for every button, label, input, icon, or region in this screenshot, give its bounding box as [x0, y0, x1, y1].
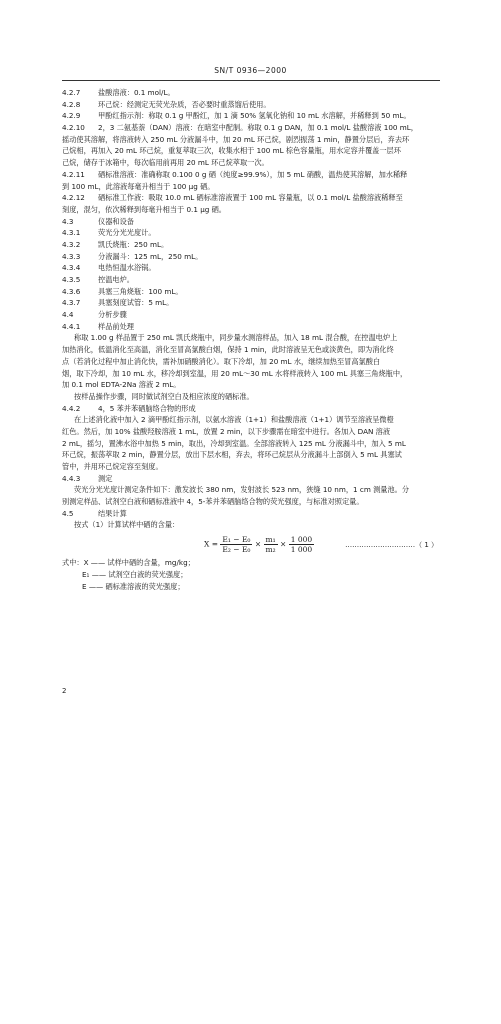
clause-text: 环己烷：经测定无荧光杂质，否必要时重蒸馏后使用。 [98, 99, 271, 109]
fraction-numerator: m₁ [265, 535, 276, 545]
clause-text: 2，3 二氨基萘（DAN）溶液：在暗室中配制。称取 0.1 g DAN，加 0.1 mol/L 盐酸溶液 100 mL， [98, 123, 418, 133]
clause-number: 4.3.5 [62, 275, 81, 284]
clause-number: 4.3 [62, 216, 74, 226]
text-line [62, 379, 440, 391]
clause-line [62, 508, 440, 520]
clause-line [62, 321, 440, 333]
clause-text: 分液漏斗：125 mL，250 mL。 [98, 251, 203, 261]
clause-line [62, 169, 440, 181]
clause-text: 管中，并用环己烷定容至刻度。 [62, 462, 163, 471]
clause-text: 盐酸溶液：0.1 mol/L。 [98, 88, 175, 97]
clause-number: 4.3.7 [62, 298, 81, 308]
clause-number: 4.4 [62, 310, 74, 320]
clause-number: 4.5 [62, 508, 74, 518]
clause-number: 4.4.3 [62, 473, 81, 483]
clause-text: 电热恒温水浴锅。 [98, 263, 156, 273]
clause-text: 摇动使其溶解，将溶液转入 250 mL 分液漏斗中，加 20 mL 环己烷，剧烈振荡 1 min，静置分层后，弃去环 [62, 134, 410, 144]
text-line [62, 368, 440, 380]
fraction-denominator: m₂ [265, 545, 276, 555]
clause-text: 式中：X —— 试样中硒的含量，mg/kg； [62, 558, 195, 568]
text-line [62, 519, 440, 531]
clause-number: 4.3.6 [62, 286, 81, 296]
clause-text: 硒标准溶液：准确称取 0.100 0 g 硒（纯度≥99.9%），加 5 mL 硝酸，温热使其溶解，加水稀释 [98, 169, 408, 179]
fraction-denominator: 1 000 [290, 545, 313, 555]
clause-text: 加热消化，低温消化至高温，消化至冒高氯酸白烟，保持 1 min，此时溶液呈无色或淡黄色，即为消化终 [62, 345, 394, 355]
text-line [62, 496, 440, 508]
clause-line [62, 274, 440, 286]
clause-text: 测定 [98, 473, 113, 483]
formula-lhs: X = [204, 539, 219, 549]
clause-line [62, 216, 440, 228]
clause-text: 到 100 mL，此溶液每毫升相当于 100 μg 硒。 [62, 181, 215, 191]
clause-text: 甲酚红指示剂：称取 0.1 g 甲酚红，加 1 滴 50% 氢氧化钠和 10 mL 水溶解，并稀释到 50 mL。 [98, 111, 411, 121]
clause-number: 4.2.8 [62, 99, 81, 109]
clause-text: 环己烷，振荡萃取 2 min，静置分层，放出下层水相，弃去，将环己烷层从分液漏斗上部倒入 5 mL 具塞试 [62, 450, 402, 460]
clause-number: 4.3.4 [62, 263, 81, 273]
text-line [62, 344, 440, 356]
clause-text: E₁ —— 试剂空白液的荧光强度； [82, 569, 188, 579]
standard-number: SN/T 0936—2000 [214, 66, 287, 75]
clause-text: 按样品操作步骤，同时做试剂空白及相应浓度的硒标准。 [74, 391, 254, 401]
clause-text: E —— 硒标准溶液的荧光强度； [82, 581, 185, 591]
clause-number: 4.3.2 [62, 239, 81, 249]
text-line [62, 414, 440, 426]
clause-text: 凯氏烧瓶：250 mL。 [98, 239, 169, 249]
clause-line [62, 192, 440, 204]
clause-text: 刻度，混匀，依次稀释到每毫升相当于 0.1 μg 硒。 [62, 204, 226, 214]
page-number: 2 [62, 687, 67, 695]
clause-text: 按式（1）计算试样中硒的含量： [74, 520, 180, 530]
clause-text: 控温电炉。 [98, 275, 134, 284]
clause-text: 在上述消化液中加入 2 滴甲酚红指示剂，以氨水溶液（1+1）和盐酸溶液（1+1）调节至溶液呈微橙 [74, 415, 394, 425]
clause-text: 称取 1.00 g 样品置于 250 mL 凯氏烧瓶中，同步量水测溶样品，加入 18 mL 混合酸，在控温电炉上 [74, 333, 398, 343]
clause-line [62, 122, 440, 134]
times-sign: × [280, 539, 287, 549]
clause-text: 结果计算 [98, 508, 127, 518]
clause-text: 具塞刻度试管：5 mL。 [98, 298, 174, 308]
clause-text: 己烷，储存于冰箱中，每次临用前再用 20 mL 环己烷萃取一次。 [62, 158, 269, 168]
clause-text: 仪器和设备 [98, 216, 134, 226]
clause-text: 别测定样品、试剂空白液和硒标准液中 4，5-苯并苯硒脑络合物的荧光强度，与标准对照定量。 [62, 497, 364, 507]
clause-number: 4.2.9 [62, 111, 81, 121]
text-line [62, 332, 440, 344]
clause-text: 样品前处理 [98, 321, 134, 331]
text-line [62, 145, 440, 157]
text-line [62, 461, 440, 473]
clause-line [62, 473, 440, 485]
times-sign: × [254, 539, 262, 549]
text-line [62, 157, 440, 169]
clause-number: 4.2.12 [62, 193, 85, 203]
clause-number: 4.3.3 [62, 251, 81, 261]
fraction-numerator: E₁ − E₀ [222, 535, 251, 545]
clause-line [62, 403, 440, 415]
formula-expression [204, 535, 314, 554]
clause-line [62, 262, 440, 274]
clause-text: 4，5 苯并苯硒脑络合物的形成 [98, 403, 196, 413]
clause-text: 烟，取下冷却，加 10 mL 水，移冷却到室温，用 20 mL～30 mL 水将样液转入 100 mL 具塞三角烧瓶中， [62, 368, 408, 378]
clause-text: 己烷相，再加入 20 mL 环己烷，重复萃取三次，收集水相于 100 mL 棕色容量瓶，用水定容并覆盖一层环 [62, 146, 401, 156]
text-line [62, 426, 440, 438]
clause-line [62, 286, 440, 298]
clause-text: 点（若消化过程中加止消化快，需补加硝酸消化）。取下冷却，加 20 mL 水，继续加热至冒高氯酸白 [62, 356, 381, 366]
clause-number: 4.4.1 [62, 321, 81, 331]
clause-number: 4.2.11 [62, 169, 85, 179]
clause-text: 2 mL，摇匀，置沸水浴中加热 5 min，取出，冷却到室温。全部溶液转入 125 mL 分液漏斗中，加入 5 mL [62, 438, 406, 448]
clause-text: 具塞三角烧瓶：100 mL。 [98, 286, 183, 296]
equation-number: …………………………（ 1 ） [345, 541, 438, 550]
clause-text: 分析步骤 [98, 310, 127, 320]
clause-line [62, 99, 440, 111]
text-line [62, 569, 440, 581]
fraction-denominator: E₂ − E₀ [222, 545, 251, 555]
clause-number: 4.2.7 [62, 88, 81, 97]
clause-line [62, 251, 440, 263]
text-line [62, 449, 440, 461]
clause-line [62, 227, 440, 239]
text-line [62, 391, 440, 403]
fraction-numerator: 1 000 [290, 535, 313, 545]
clause-text: 荧光分光光度计测定条件如下：激发波长 380 nm，发射波长 523 nm，狭缝 10 nm，1 cm 测量池。分 [74, 485, 410, 495]
text-line [62, 356, 440, 368]
clause-text: 荧光分光光度计。 [98, 228, 156, 238]
clause-line [62, 110, 440, 122]
text-line [62, 484, 440, 496]
text-line [62, 204, 440, 216]
text-line [62, 438, 440, 450]
text-line [62, 557, 440, 569]
clause-line [62, 309, 440, 321]
clause-text: 加 0.1 mol EDTA-2Na 溶液 2 mL。 [62, 380, 181, 390]
clause-number: 4.4.2 [62, 403, 81, 413]
clause-number: 4.3.1 [62, 228, 81, 238]
header-rule [62, 80, 440, 81]
formula-1 [62, 531, 440, 557]
clause-text: 硒标准工作液：吸取 10.0 mL 硒标准溶液置于 100 mL 容量瓶，以 0.1 mol/L 盐酸溶液稀释至 [98, 193, 403, 203]
text-line [62, 581, 440, 593]
clause-line [62, 87, 440, 99]
clause-line [62, 239, 440, 251]
clause-line [62, 297, 440, 309]
text-line [62, 181, 440, 193]
document-body [62, 87, 440, 592]
clause-text: 红色。然后，加 10% 盐酸羟胺溶液 1 mL，放置 2 min，以下步骤需在暗室中进行。各加入 DAN 溶液 [62, 426, 391, 436]
clause-number: 4.2.10 [62, 123, 85, 133]
text-line [62, 134, 440, 146]
